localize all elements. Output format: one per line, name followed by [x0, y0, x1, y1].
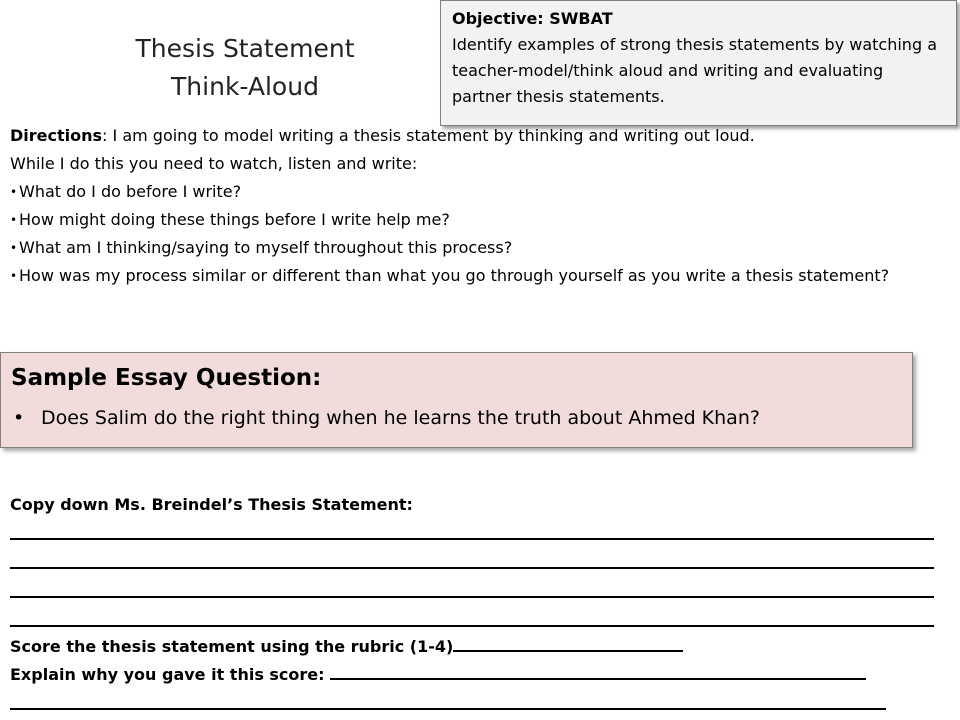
explain-label: Explain why you gave it this score:	[10, 665, 331, 684]
directions-line-1	[10, 122, 950, 150]
title-line-1: Thesis Statement	[135, 34, 355, 63]
directions-line-1-text: : I am going to model writing a thesis statement by thinking and writing out loud.	[102, 126, 755, 145]
copy-label: Copy down Ms. Breindel’s Thesis Statement:	[10, 495, 413, 514]
answer-line[interactable]	[10, 538, 934, 540]
bullet-icon: •	[10, 185, 18, 199]
list-item-text: What do I do before I write?	[19, 182, 242, 201]
bullet-icon: •	[10, 269, 18, 283]
objective-heading: Objective: SWBAT	[452, 9, 613, 28]
essay-question-box	[0, 352, 913, 448]
essay-heading: Sample Essay Question:	[11, 365, 322, 391]
directions-list	[10, 178, 950, 290]
objective-text: Identify examples of strong thesis statements by watching a teacher-model/think aloud and writing and evaluating partner thesis statements.	[452, 35, 937, 106]
objective-box	[440, 0, 957, 126]
explain-row	[10, 662, 866, 684]
list-item	[10, 234, 950, 262]
directions-label: Directions	[10, 126, 103, 145]
title-line-2: Think-Aloud	[171, 72, 319, 101]
directions-section	[10, 122, 950, 290]
score-answer-line[interactable]	[453, 634, 683, 652]
bullet-icon: •	[10, 213, 18, 227]
answer-line[interactable]	[10, 567, 934, 569]
bullet-icon: •	[10, 241, 18, 255]
list-item-text: What am I thinking/saying to myself throughout this process?	[19, 238, 513, 257]
list-item	[10, 262, 950, 290]
answer-line[interactable]	[10, 625, 934, 627]
essay-question-text: Does Salim do the right thing when he learns the truth about Ahmed Khan?	[41, 407, 760, 429]
directions-line-2: While I do this you need to watch, listen and write:	[10, 154, 418, 173]
essay-question	[11, 401, 912, 435]
list-item	[10, 206, 950, 234]
score-row	[10, 634, 683, 656]
list-item-text: How might doing these things before I write help me?	[19, 210, 450, 229]
score-label: Score the thesis statement using the rubric (1-4)	[10, 637, 454, 656]
bullet-icon: •	[13, 407, 25, 429]
list-item-text: How was my process similar or different than what you go through yourself as you write a thesis statement?	[19, 266, 890, 285]
answer-line[interactable]	[10, 596, 934, 598]
page-title	[90, 30, 400, 106]
list-item	[10, 178, 950, 206]
explain-answer-line[interactable]	[330, 662, 866, 680]
answer-line[interactable]	[10, 708, 886, 710]
